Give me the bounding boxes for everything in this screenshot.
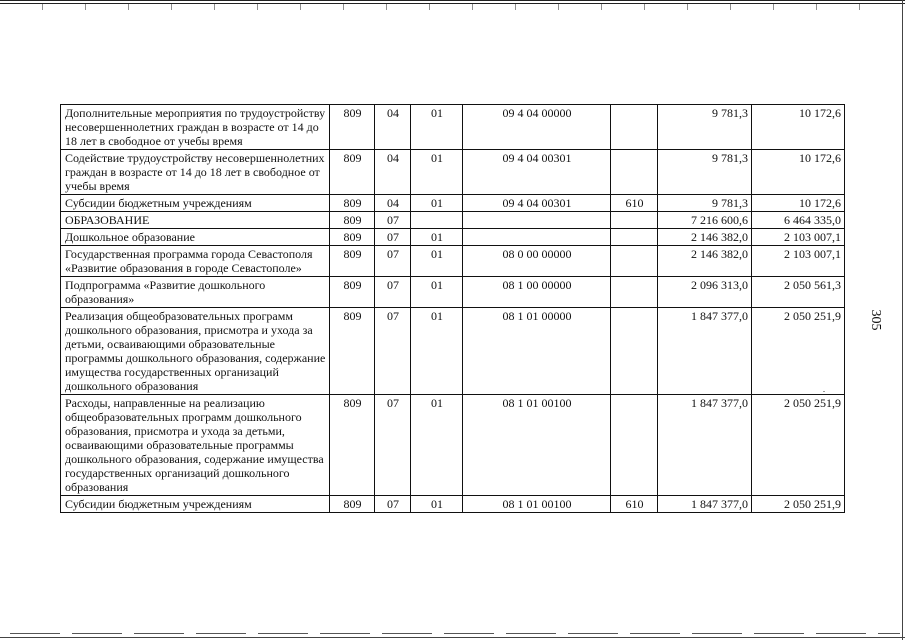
cell-sum2: 2 103 007,1 — [752, 229, 845, 246]
cell-pr: 01 — [411, 277, 463, 308]
cell-sum1: 2 096 313,0 — [658, 277, 752, 308]
cell-sum1: 1 847 377,0 — [658, 395, 752, 496]
cell-rz: 04 — [375, 195, 411, 212]
cell-rz: 07 — [375, 212, 411, 229]
budget-table — [60, 104, 845, 513]
cell-ved: 809 — [330, 212, 375, 229]
cell-csr: 08 1 01 00100 — [463, 395, 611, 496]
cell-sum1: 7 216 600,6 — [658, 212, 752, 229]
budget-table-body — [61, 105, 845, 513]
cell-csr — [463, 212, 611, 229]
cell-rz: 07 — [375, 496, 411, 513]
cell-name: Субсидии бюджетным учреждениям — [61, 195, 330, 212]
cell-vr — [611, 277, 658, 308]
table-row — [61, 195, 845, 212]
cell-csr: 09 4 04 00301 — [463, 195, 611, 212]
cell-rz: 04 — [375, 150, 411, 195]
cell-rz: 07 — [375, 277, 411, 308]
cell-vr — [611, 150, 658, 195]
cell-csr: 08 1 00 00000 — [463, 277, 611, 308]
cell-sum2: 2 050 251,9 — [752, 395, 845, 496]
table-row — [61, 229, 845, 246]
cell-rz: 07 — [375, 229, 411, 246]
cell-csr: 08 1 01 00100 — [463, 496, 611, 513]
cell-rz: 07 — [375, 395, 411, 496]
scan-frame-bottom-dash — [10, 633, 900, 634]
cell-ved: 809 — [330, 395, 375, 496]
cell-ved: 809 — [330, 150, 375, 195]
cell-vr — [611, 308, 658, 395]
cell-sum2: 2 103 007,1 — [752, 246, 845, 277]
cell-rz: 07 — [375, 246, 411, 277]
table-row — [61, 150, 845, 195]
cell-ved: 809 — [330, 246, 375, 277]
cell-rz: 07 — [375, 308, 411, 395]
cell-ved: 809 — [330, 496, 375, 513]
cell-ved: 809 — [330, 195, 375, 212]
cell-name: Субсидии бюджетным учреждениям — [61, 496, 330, 513]
table-row — [61, 277, 845, 308]
cell-csr — [463, 229, 611, 246]
cell-csr: 09 4 04 00000 — [463, 105, 611, 150]
cell-sum2: 10 172,6 — [752, 150, 845, 195]
cell-vr: 610 — [611, 195, 658, 212]
cell-name: Расходы, направленные на реализацию общеобразовательных программ дошкольного образования, присмотра и ухода за детьми, осваивающими образовательные программы дошкольного образования, содержание имущества государственных организаций дошкольного образования — [61, 395, 330, 496]
scan-frame-ticks — [0, 4, 905, 10]
cell-vr — [611, 229, 658, 246]
table-row — [61, 496, 845, 513]
table-row — [61, 395, 845, 496]
scan-frame-right — [902, 0, 903, 640]
cell-pr: 01 — [411, 229, 463, 246]
cell-name: Содействие трудоустройству несовершеннолетних граждан в возрасте от 14 до 18 лет в свободное от учебы время — [61, 150, 330, 195]
cell-sum1: 9 781,3 — [658, 150, 752, 195]
cell-sum2: 10 172,6 — [752, 105, 845, 150]
cell-pr: 01 — [411, 150, 463, 195]
cell-vr — [611, 212, 658, 229]
cell-name: Дошкольное образование — [61, 229, 330, 246]
cell-ved: 809 — [330, 308, 375, 395]
cell-name: Реализация общеобразовательных программ дошкольного образования, присмотра и ухода за детьми, осваивающими образовательные программы дошкольного образования, содержание имущества государственных организаций дошкольного образования — [61, 308, 330, 395]
scan-frame-bottom — [0, 637, 905, 638]
cell-ved: 809 — [330, 105, 375, 150]
cell-pr: 01 — [411, 308, 463, 395]
cell-pr: 01 — [411, 105, 463, 150]
cell-pr: 01 — [411, 395, 463, 496]
cell-name: Государственная программа города Севастополя «Развитие образования в городе Севастополе» — [61, 246, 330, 277]
cell-csr: 09 4 04 00301 — [463, 150, 611, 195]
cell-sum2: 2 050 251,9 — [752, 308, 845, 395]
page-number: 305 — [868, 309, 883, 331]
cell-sum1: 2 146 382,0 — [658, 229, 752, 246]
cell-vr — [611, 105, 658, 150]
cell-pr: 01 — [411, 195, 463, 212]
cell-sum2: 2 050 561,3 — [752, 277, 845, 308]
cell-ved: 809 — [330, 229, 375, 246]
cell-name: Подпрограмма «Развитие дошкольного образования» — [61, 277, 330, 308]
cell-pr — [411, 212, 463, 229]
cell-ved: 809 — [330, 277, 375, 308]
cell-pr: 01 — [411, 496, 463, 513]
table-row — [61, 105, 845, 150]
table-row — [61, 246, 845, 277]
cell-csr: 08 0 00 00000 — [463, 246, 611, 277]
cell-sum2: 6 464 335,0 — [752, 212, 845, 229]
cell-rz: 04 — [375, 105, 411, 150]
cell-name: ОБРАЗОВАНИЕ — [61, 212, 330, 229]
cell-sum1: 9 781,3 — [658, 195, 752, 212]
table-row — [61, 212, 845, 229]
cell-sum1: 2 146 382,0 — [658, 246, 752, 277]
cell-pr: 01 — [411, 246, 463, 277]
cell-sum1: 9 781,3 — [658, 105, 752, 150]
cell-vr: 610 — [611, 496, 658, 513]
cell-sum1: 1 847 377,0 — [658, 308, 752, 395]
cell-sum2: 2 050 251,9 — [752, 496, 845, 513]
cell-csr: 08 1 01 00000 — [463, 308, 611, 395]
cell-vr — [611, 395, 658, 496]
cell-sum1: 1 847 377,0 — [658, 496, 752, 513]
cell-name: Дополнительные мероприятия по трудоустройству несовершеннолетних граждан в возрасте от 14 до 18 лет в свободное от учебы время — [61, 105, 330, 150]
cell-sum2: 10 172,6 — [752, 195, 845, 212]
table-row — [61, 308, 845, 395]
cell-vr — [611, 246, 658, 277]
